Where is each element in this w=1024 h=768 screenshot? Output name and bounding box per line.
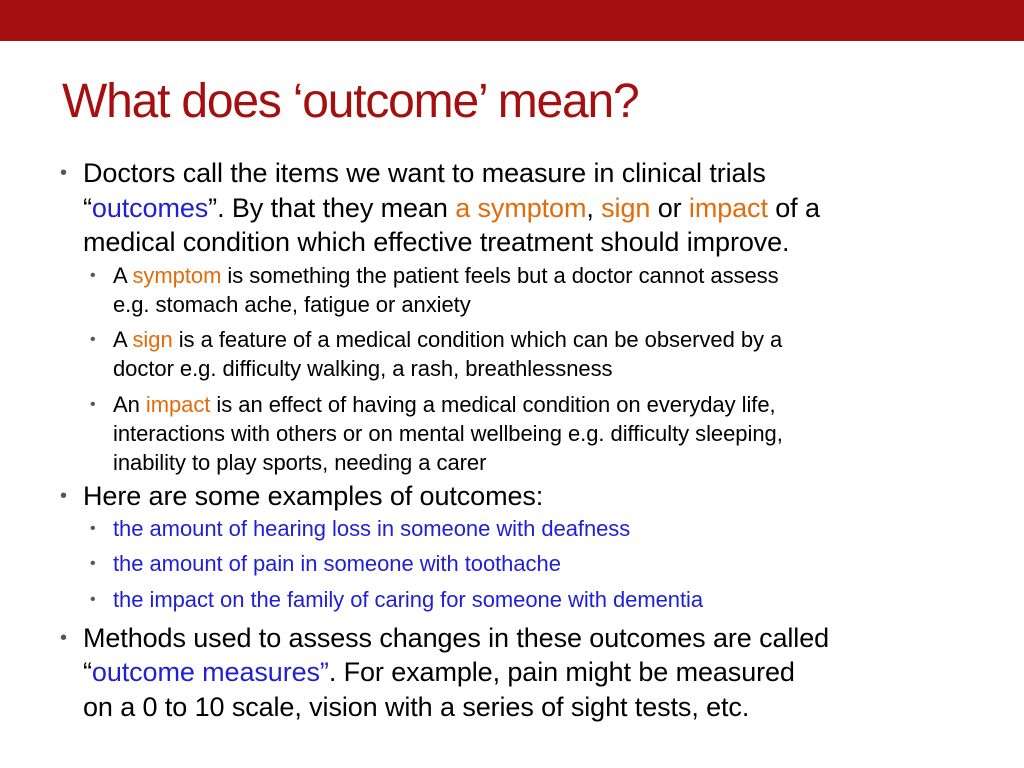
quote-open: “ — [83, 192, 92, 223]
text-line: medical condition which effective treatment should improve. — [83, 227, 790, 257]
quote-open: “ — [83, 657, 92, 688]
text-line: Methods used to assess changes in these outcomes are called — [83, 622, 830, 653]
bullet-dot: • — [60, 626, 67, 649]
sub-bullet-example — [60, 585, 970, 614]
top-accent-bar — [0, 0, 1024, 41]
text-fragment: is a feature of a medical condition which can be observed by a — [172, 327, 783, 353]
slide-body — [60, 156, 970, 724]
example-text: the amount of hearing loss in someone with deafness — [113, 516, 631, 542]
bullet-dot: • — [90, 520, 96, 538]
sub-bullet-impact — [60, 390, 970, 478]
text-fragment: ”. By that they mean — [208, 192, 456, 223]
text-fragment: An — [113, 391, 146, 417]
bullet-dot: • — [90, 590, 96, 608]
term-outcomes: outcomes — [91, 192, 209, 223]
text-line: e.g. stomach ache, fatigue or anxiety — [113, 291, 471, 317]
bullet-outcomes-definition — [60, 156, 970, 260]
sub-bullet-sign — [60, 325, 970, 384]
text-line: on a 0 to 10 scale, vision with a series of sight tests, etc. — [83, 691, 750, 722]
bullet-dot: • — [60, 162, 67, 184]
text-line: inability to play sports, needing a carer — [113, 450, 487, 476]
text-fragment: , — [586, 192, 602, 223]
text-line: interactions with others or on mental wellbeing e.g. difficulty sleeping, — [113, 420, 783, 446]
term-impact: impact — [688, 192, 768, 223]
bullet-dot: • — [90, 266, 96, 284]
bullet-outcome-measures — [60, 621, 970, 725]
text-fragment: is something the patient feels but a doctor cannot assess — [221, 262, 779, 288]
text-line: doctor e.g. difficulty walking, a rash, breathlessness — [113, 356, 613, 382]
sub-bullet-example — [60, 514, 970, 543]
text-fragment: A — [113, 262, 133, 288]
sub-bullet-symptom — [60, 261, 970, 320]
bullet-dot: • — [90, 395, 96, 413]
term-sign: sign — [601, 192, 651, 223]
text-line: Here are some examples of outcomes: — [83, 480, 544, 511]
text-line — [83, 191, 970, 226]
bullet-examples — [60, 479, 970, 514]
bullet-dot: • — [90, 555, 96, 573]
text-line — [83, 655, 970, 690]
bullet-dot: • — [90, 331, 96, 349]
example-text: the amount of pain in someone with toothache — [113, 551, 561, 577]
text-line: Doctors call the items we want to measure in clinical trials — [83, 158, 766, 188]
term-symptom: a symptom — [455, 192, 587, 223]
term-sign: sign — [132, 327, 173, 353]
bullet-dot: • — [60, 484, 67, 507]
text-fragment: or — [650, 192, 689, 223]
term-outcome-measures: outcome measures” — [91, 657, 329, 688]
slide-title: What does ‘outcome’ mean? — [62, 75, 639, 128]
text-fragment: of a — [767, 192, 820, 223]
term-impact: impact — [145, 391, 211, 417]
text-fragment: A — [113, 327, 133, 353]
text-fragment: is an effect of having a medical condition on everyday life, — [210, 391, 776, 417]
term-symptom: symptom — [132, 262, 222, 288]
text-fragment: . For example, pain might be measured — [328, 657, 795, 688]
text-line — [113, 390, 970, 419]
text-line — [113, 261, 970, 290]
example-text: the impact on the family of caring for someone with dementia — [113, 586, 704, 612]
text-line — [113, 325, 970, 354]
sub-bullet-example — [60, 549, 970, 578]
